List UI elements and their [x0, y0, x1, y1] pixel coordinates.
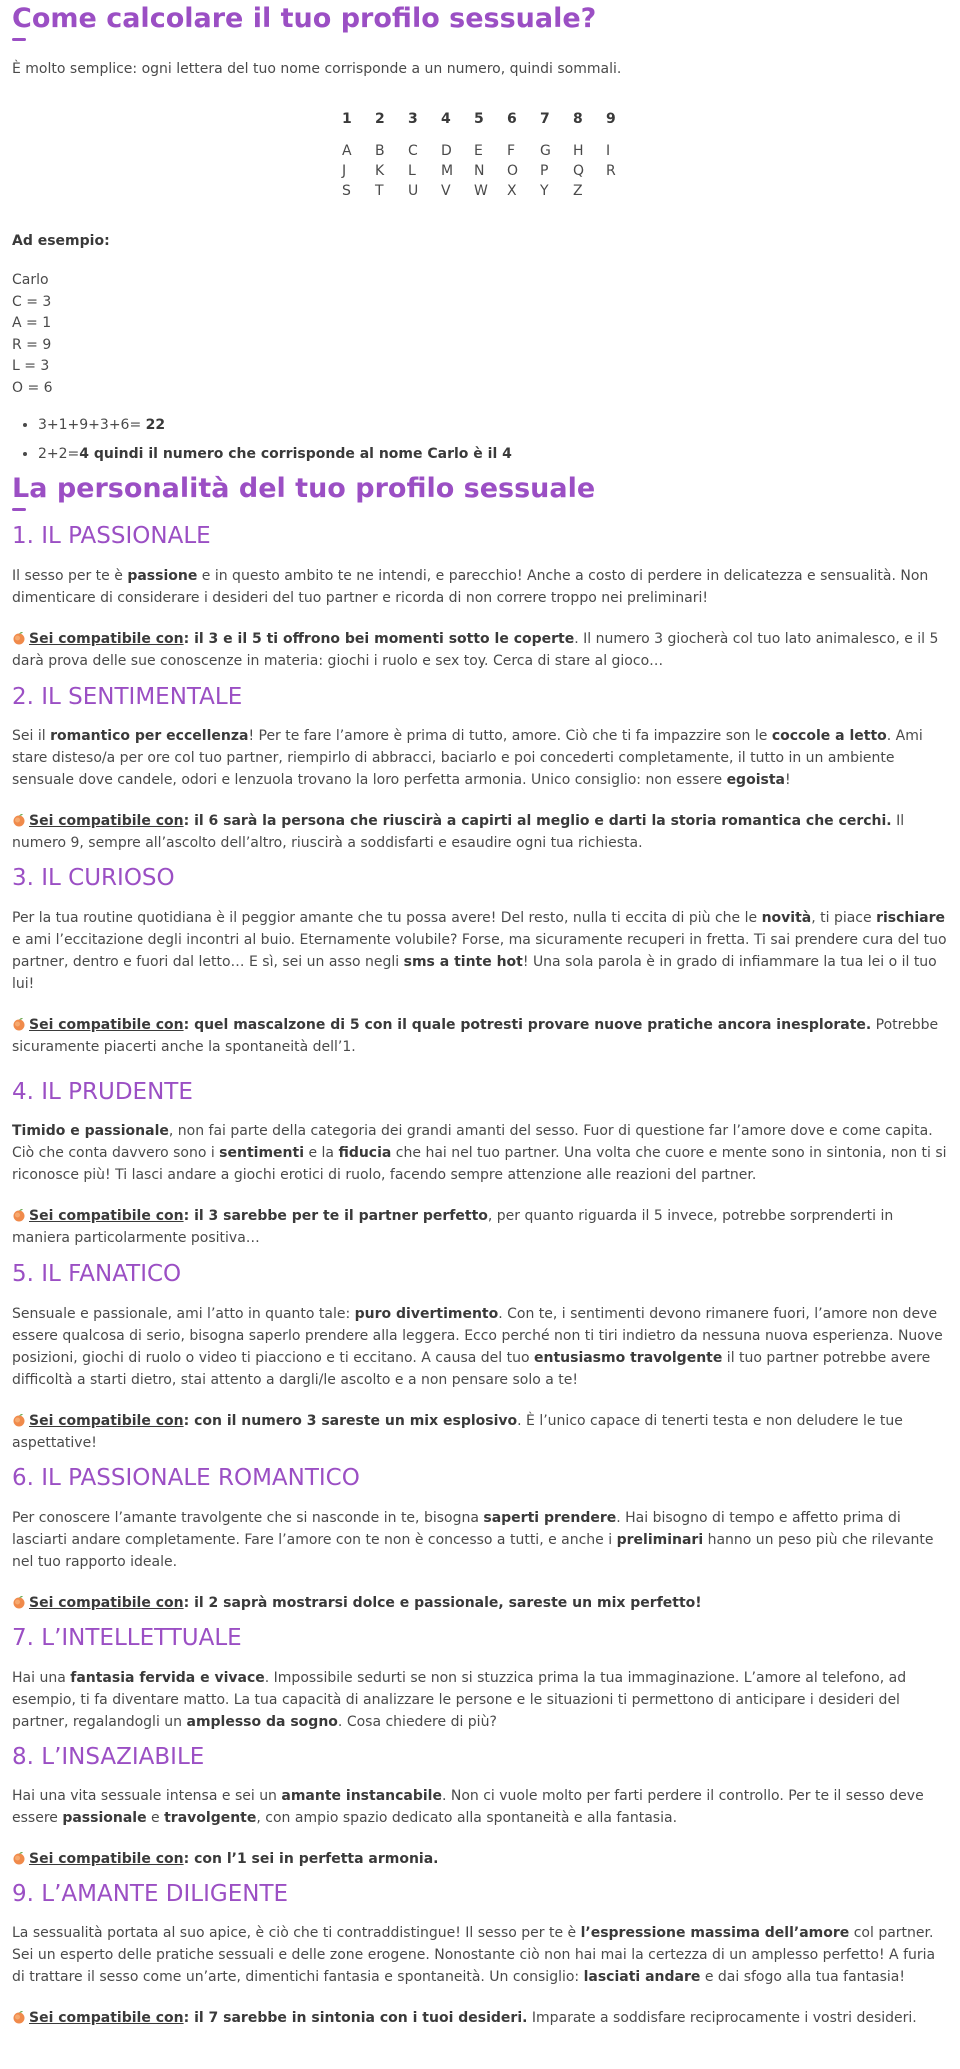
- table-number: 1: [342, 111, 352, 127]
- compat-line: Sei compatibile con: il 7 sarebbe in sintonia con i tuoi desideri. Imparate a soddisfare reciprocamente i vostri desideri.: [12, 2007, 948, 2029]
- compat-label: Sei compatibile con: [29, 2010, 184, 2026]
- table-number: 9: [606, 111, 616, 127]
- table-letter: U: [408, 183, 419, 199]
- table-letter: D: [441, 143, 452, 159]
- table-letter: Q: [573, 163, 585, 179]
- table-letter: [606, 181, 639, 201]
- letter-number-table: [342, 109, 639, 201]
- compat-label: Sei compatibile con: [29, 813, 184, 829]
- section-title: 3. IL CURIOSO: [12, 865, 175, 891]
- compat-label: Sei compatibile con: [29, 1208, 184, 1224]
- table-letter: W: [474, 183, 488, 199]
- example-lines: [12, 270, 948, 399]
- peach-icon: [12, 1017, 26, 1031]
- section-text: Timido e passionale, non fai parte della categoria dei grandi amanti del sesso. Fuor di questione far l’amore dove e come capita. Ciò che conta davvero sono i sentimenti e la fiducia che hai nel tuo partner. Una volta che cuore e mente sono in sintonia, non ti si riconosce più! Ti lasci andare a giochi erotici di ruolo, facendo sempre attenzione alle reazioni del partner.: [12, 1123, 947, 1183]
- compat-label: Sei compatibile con: [29, 1595, 184, 1611]
- table-letter: K: [375, 163, 385, 179]
- peach-icon: [12, 2010, 26, 2024]
- table-letter: G: [540, 143, 551, 159]
- table-letter: M: [441, 163, 454, 179]
- table-number: 5: [474, 111, 484, 127]
- table-letter: S: [342, 183, 351, 199]
- table-number: 4: [441, 111, 451, 127]
- table-number: 8: [573, 111, 583, 127]
- list-item: • 3+1+9+3+6= 22: [38, 414, 948, 436]
- table-letter: L: [408, 163, 416, 179]
- example-line: C = 3: [12, 293, 52, 310]
- compat-line: Sei compatibile con: il 6 sarà la persona che riuscirà a capirti al meglio e darti la storia romantica che cerchi. Il numero 9, sempre all’ascolto dell’altro, riuscirà a soddisfarti e esaudire ogni tua richiesta.: [12, 813, 905, 851]
- example-line: A = 1: [12, 315, 52, 331]
- section-title: 2. IL SENTIMENTALE: [12, 684, 243, 710]
- table-letter: Z: [573, 183, 583, 199]
- peach-icon: [12, 813, 26, 827]
- table-number: 7: [540, 111, 550, 127]
- example-line: L = 3: [12, 358, 50, 374]
- section-text: La sessualità portata al suo apice, è ciò che ti contraddistingue! Il sesso per te è l’espressione massima dell’amore col partner. Sei un esperto delle pratiche sessuali e delle zone erogene. Nonostante ciò non hai mai la certezza di un amplesso perfetto! A furia di trattare il sesso come un’arte, dimentichi fantasia e spontaneità. Un consiglio: lasciati andare e dai sfogo alla tua fantasia!: [12, 1925, 936, 1985]
- table-letter: E: [474, 143, 483, 159]
- peach-icon: [12, 1595, 26, 1609]
- section-title: 7. L’INTELLETTUALE: [12, 1625, 242, 1651]
- table-letter: O: [507, 163, 519, 179]
- table-letter: P: [540, 163, 549, 179]
- table-letter: T: [375, 183, 384, 199]
- example-heading: Ad esempio:: [12, 233, 110, 249]
- peach-icon: [12, 631, 26, 645]
- section-text: Per la tua routine quotidiana è il peggior amante che tu possa avere! Del resto, nulla ti eccita di più che le novità, ti piace rischiare e ami l’eccitazione degli incontri al buio. Eternamente volubile? Forse, ma sicuramente recuperi in fretta. Ti sai prendere cura del tuo partner, dentro e fuori dal letto… E sì, sei un asso negli sms a tinte hot! Una sola parola è in grado di infiammare la tua lei o il tuo lui!: [12, 910, 947, 992]
- example-line: Carlo: [12, 272, 49, 288]
- table-number: 3: [408, 111, 418, 127]
- compat-line: Sei compatibile con: il 3 e il 5 ti offrono bei momenti sotto le coperte. Il numero 3 giocherà col tuo lato animalesco, e il 5 darà prova delle sue conoscenze in materia: giochi i ruolo e sex toy. Cerca di stare al gioco…: [12, 631, 939, 669]
- section-title: 5. IL FANATICO: [12, 1261, 182, 1287]
- table-number: 6: [507, 111, 517, 127]
- title-accent-line: [12, 38, 26, 41]
- intro-text: È molto semplice: ogni lettera del tuo nome corrisponde a un numero, quindi sommali.: [12, 61, 622, 77]
- section-text: Per conoscere l’amante travolgente che si nasconde in te, bisogna saperti prendere. Hai bisogno di tempo e affetto prima di lasciarti andare completamente. Fare l’amore con te non è concesso a tutti, e anche i preliminari hanno un peso più che rilevante nel tuo rapporto ideale.: [12, 1510, 934, 1570]
- table-letter: J: [342, 163, 347, 179]
- table-letter: X: [507, 183, 517, 199]
- table-number: 2: [375, 111, 385, 127]
- table-letter: R: [606, 163, 616, 179]
- section-text: Hai una fantasia fervida e vivace. Impossibile sedurti se non si stuzzica prima la tua immaginazione. L’amore al telefono, ad esempio, ti fa diventare matto. La tua capacità di analizzare le persone e le situazioni ti permettono di anticipare i desideri del partner, regalandogli un amplesso da sogno. Cosa chiedere di più?: [12, 1670, 907, 1730]
- section-text: Hai una vita sessuale intensa e sei un amante instancabile. Non ci vuole molto per farti perdere il controllo. Per te il sesso deve essere passionale e travolgente, con ampio spazio dedicato alla spontaneità e alla fantasia.: [12, 1788, 924, 1826]
- section-text: Sei il romantico per eccellenza! Per te fare l’amore è prima di tutto, amore. Ciò che ti fa impazzire son le coccole a letto. Ami stare disteso/a per ore col tuo partner, riempirlo di abbracci, baciarlo e poi concederti completamente, il tutto in un ambiente sensuale dove candele, odori e lenzuola trovano la loro perfetta armonia. Unico consiglio: non essere egoista!: [12, 728, 923, 788]
- table-letter: H: [573, 143, 584, 159]
- section-title: 8. L’INSAZIABILE: [12, 1744, 205, 1770]
- compat-label: Sei compatibile con: [29, 1017, 184, 1033]
- personality-title: La personalità del tuo profilo sessuale: [12, 473, 596, 504]
- list-item: • 2+2=4 quindi il numero che corrisponde al nome Carlo è il 4: [38, 443, 948, 465]
- title-accent-line: [12, 508, 26, 511]
- example-line: O = 6: [12, 379, 53, 396]
- compat-line: Sei compatibile con: il 3 sarebbe per te il partner perfetto, per quanto riguarda il 5 invece, potrebbe sorprenderti in maniera particolarmente positiva…: [12, 1208, 894, 1246]
- page-title: Come calcolare il tuo profilo sessuale?: [12, 3, 597, 34]
- example-line: R = 9: [12, 336, 52, 353]
- compat-line: Sei compatibile con: con il numero 3 sareste un mix esplosivo. È l’unico capace di tenerti testa e non deludere le tue aspettative!: [12, 1413, 903, 1451]
- table-letter: Y: [540, 183, 549, 199]
- compat-line: Sei compatibile con: quel mascalzone di 5 con il quale potresti provare nuove pratiche ancora inesplorate. Potrebbe sicuramente piacerti anche la spontaneità dell’1.: [12, 1017, 939, 1055]
- compat-label: Sei compatibile con: [29, 1851, 184, 1867]
- table-letter: F: [507, 143, 516, 159]
- section-title: 6. IL PASSIONALE ROMANTICO: [12, 1465, 360, 1491]
- table-letter: B: [375, 143, 385, 159]
- table-letter: A: [342, 143, 352, 159]
- peach-icon: [12, 1851, 26, 1865]
- peach-icon: [12, 1208, 26, 1222]
- table-letter: N: [474, 163, 485, 179]
- section-text: Il sesso per te è passione e in questo ambito te ne intendi, e parecchio! Anche a costo di perdere in delicatezza e sensualità. Non dimenticare di considerare i desideri del tuo partner e ricorda di non correre troppo nei preliminari!: [12, 568, 929, 606]
- table-letter: I: [606, 143, 611, 159]
- section-text: Sensuale e passionale, ami l’atto in quanto tale: puro divertimento. Con te, i sentimenti devono rimanere fuori, l’amore non deve essere qualcosa di serio, bisogna saperlo prendere alla leggera. Ecco perché non ti tiri indietro da nessuna nuova esperienza. Nuove posizioni, giochi di ruolo o video ti piacciono e ti eccitano. A causa del tuo entusiasmo travolgente il tuo partner potrebbe avere difficoltà a starti dietro, stai attento a dargli/le ascolto e a non pensare solo a te!: [12, 1306, 943, 1388]
- table-letter: V: [441, 183, 451, 199]
- peach-icon: [12, 1413, 26, 1427]
- compat-line: Sei compatibile con: con l’1 sei in perfetta armonia.: [12, 1848, 948, 1870]
- sum-list: [12, 414, 948, 465]
- section-title: 4. IL PRUDENTE: [12, 1079, 193, 1105]
- compat-label: Sei compatibile con: [29, 631, 184, 647]
- section-title: 1. IL PASSIONALE: [12, 523, 211, 549]
- table-letter: C: [408, 143, 418, 159]
- compat-label: Sei compatibile con: [29, 1413, 184, 1429]
- compat-line: Sei compatibile con: il 2 saprà mostrarsi dolce e passionale, sareste un mix perfetto!: [12, 1592, 948, 1614]
- section-title: 9. L’AMANTE DILIGENTE: [12, 1881, 289, 1907]
